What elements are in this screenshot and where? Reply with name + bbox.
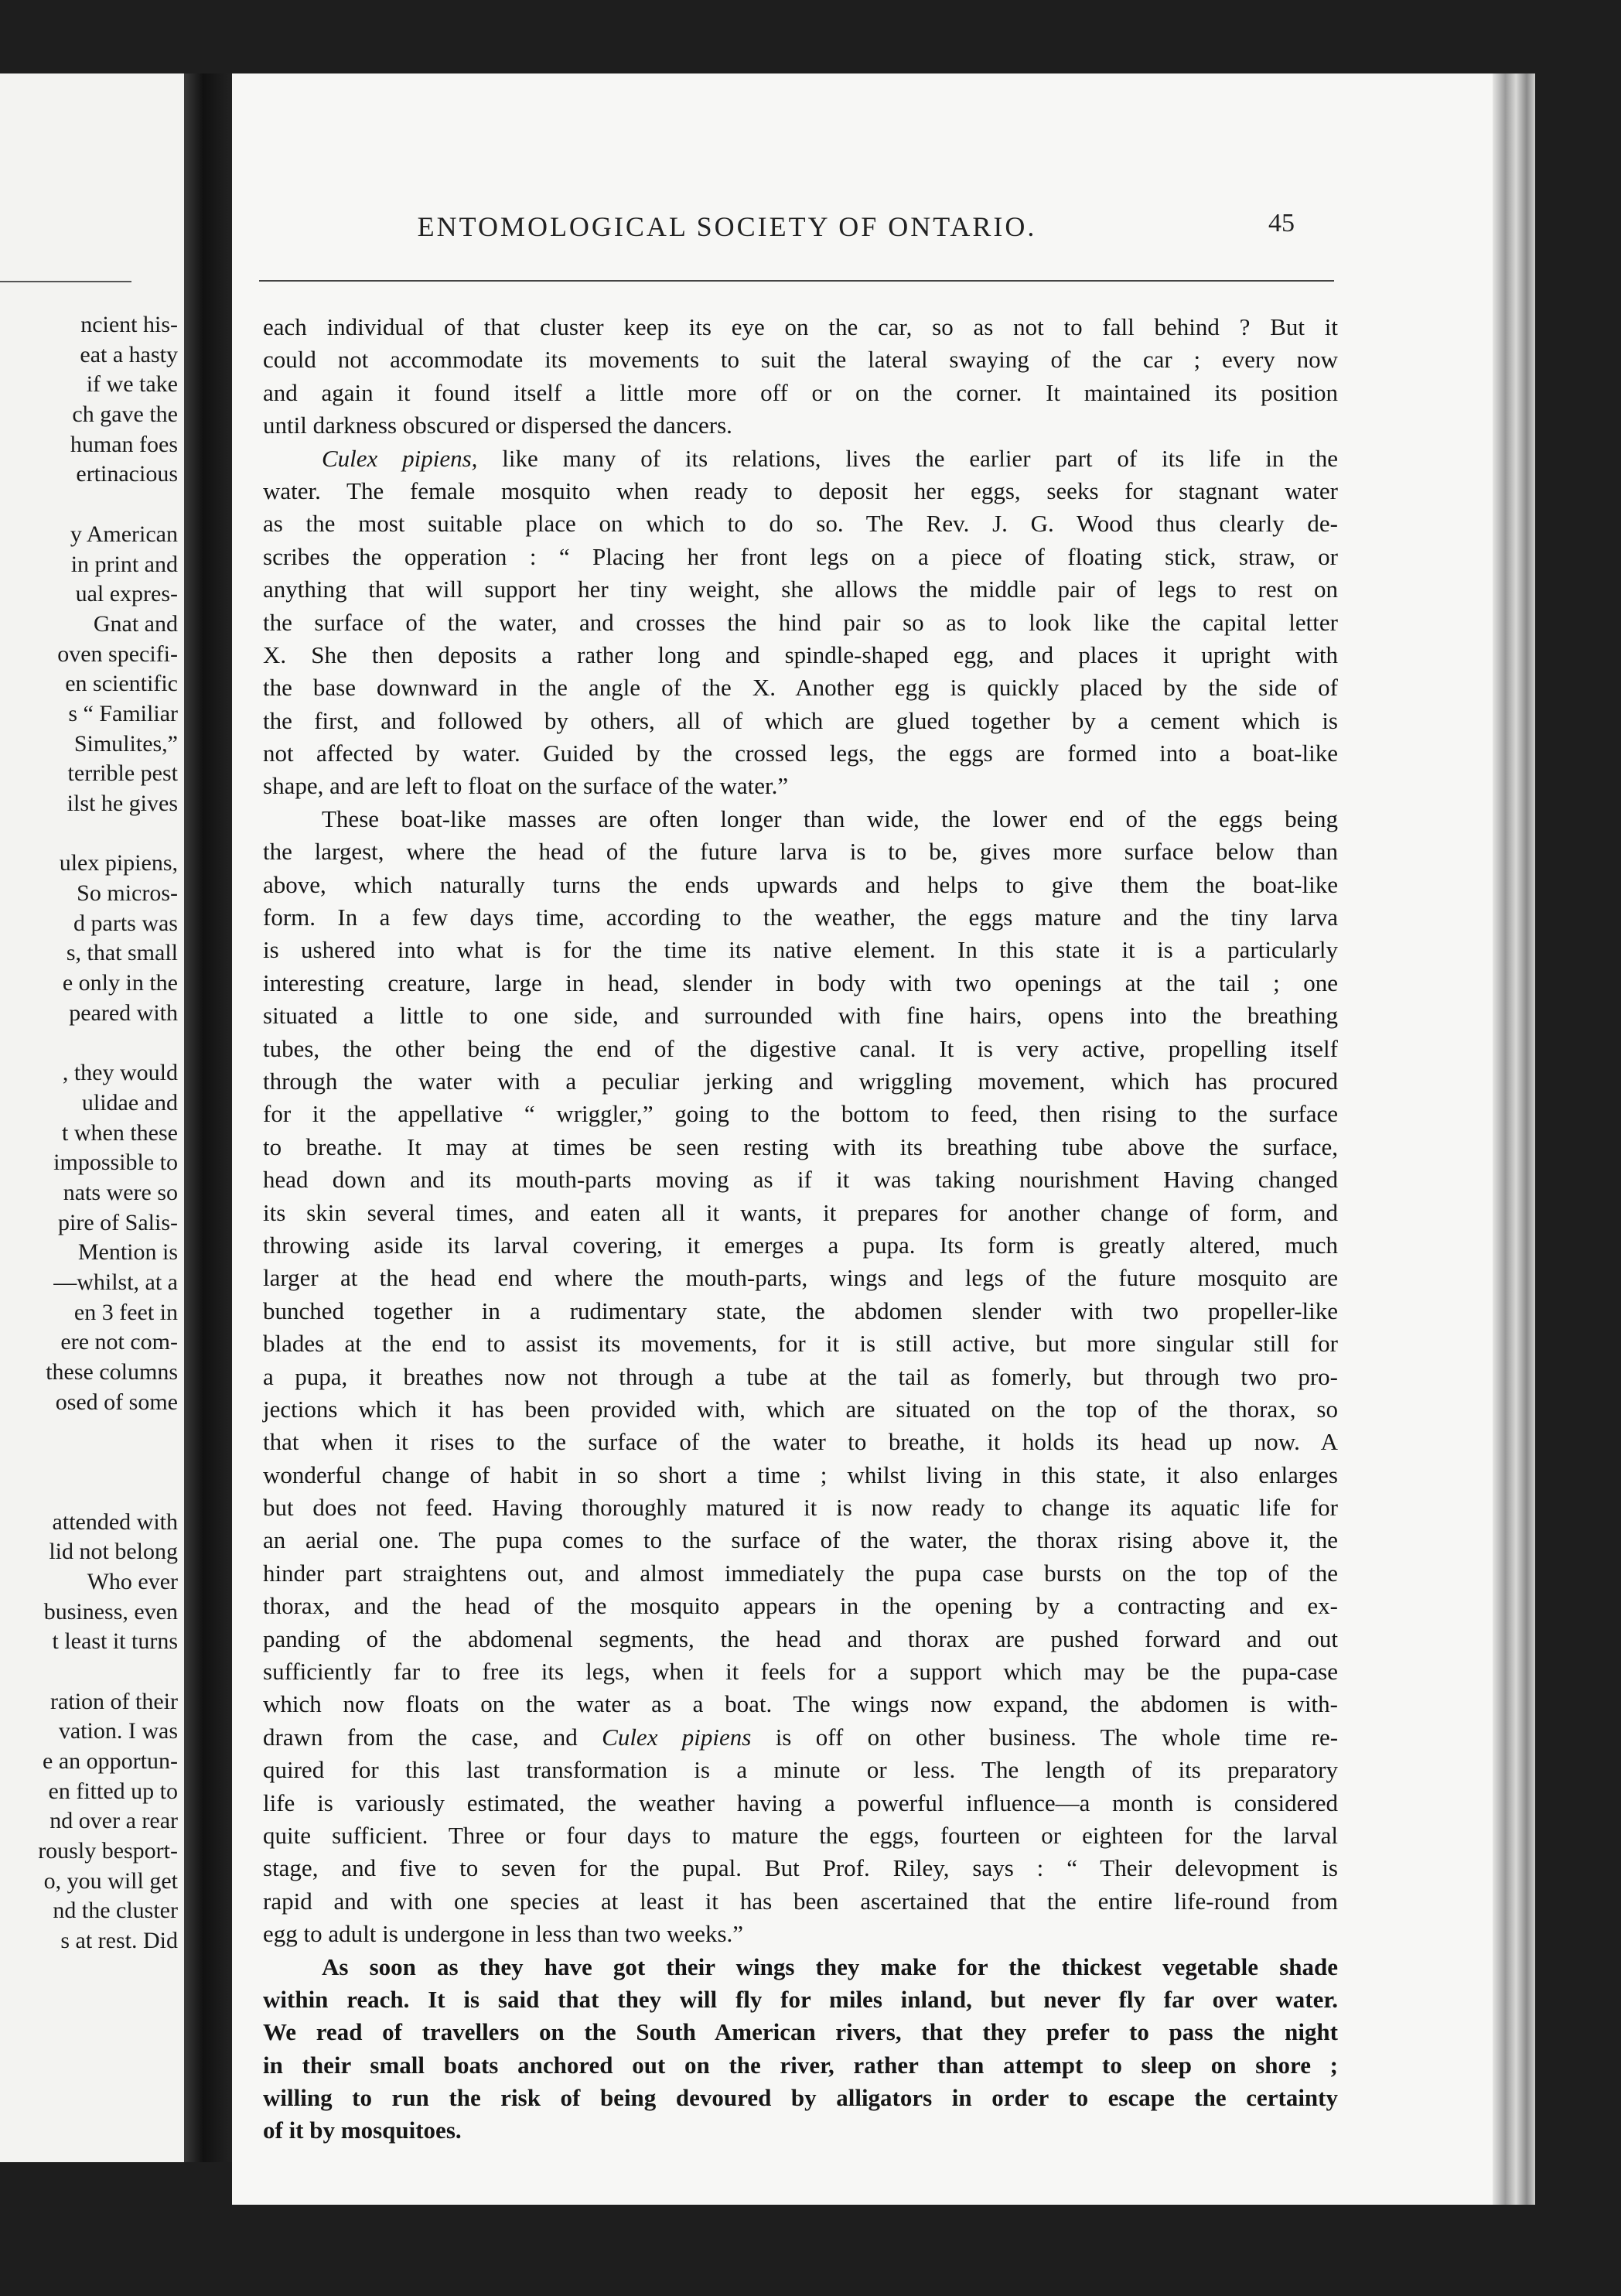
- text-line: the surface of the water, and crosses the hind pair so as to look like the capital letter: [263, 608, 1338, 636]
- text-line: could not accommodate its movements to suit the lateral swaying of the car ; every now: [263, 346, 1338, 374]
- text-line: We read of travellers on the South American rivers, that they prefer to pass the night: [263, 2018, 1338, 2046]
- left-page-line: eat a hasty: [80, 341, 178, 367]
- left-page-line: nd the cluster: [53, 1898, 178, 1924]
- left-page-line: Gnat and: [93, 610, 178, 637]
- left-page-line: vation. I was: [58, 1718, 178, 1744]
- text-line: for it the appellative “ wriggler,” going to the bottom to feed, then rising to the surface: [263, 1100, 1338, 1128]
- left-page-line: [0, 1447, 178, 1478]
- left-page-line: ulex pipiens,: [59, 850, 178, 876]
- left-page-line: en scientific: [65, 671, 178, 697]
- left-page-line: ual expres-: [75, 581, 178, 607]
- text-line: throwing aside its larval covering, it emerges a pupa. Its form is greatly altered, much: [263, 1231, 1338, 1259]
- text-line: as the most suitable place on which to do so. The Rev. J. G. Wood thus clearly de-: [263, 510, 1338, 538]
- text-line: quite sufficient. Three or four days to mature the eggs, fourteen or eighteen for the larval: [263, 1821, 1338, 1849]
- text-line: which now floats on the water as a boat. The wings now expand, the abdomen is with-: [263, 1690, 1338, 1718]
- left-page-line: nats were so: [63, 1179, 178, 1205]
- text-line: not affected by water. Guided by the crossed legs, the eggs are formed into a boat-like: [263, 740, 1338, 767]
- left-page-line: e an opportun-: [43, 1748, 178, 1774]
- text-line: head down and its mouth-parts moving as if it was taking nourishment Having changed: [263, 1166, 1338, 1194]
- text-line: to breathe. It may at times be seen resting with its breathing tube above the surface,: [263, 1133, 1338, 1160]
- left-page-line: ilst he gives: [67, 791, 178, 816]
- species-name: Culex pipiens: [602, 1723, 752, 1751]
- text-line: that when it rises to the surface of the water to breathe, it holds its head up now. A: [263, 1428, 1338, 1456]
- text-line: the largest, where the head of the future larva is to be, gives more surface below than: [263, 838, 1338, 866]
- left-page-header-rule: [0, 281, 131, 282]
- text-line: situated a little to one side, and surrounded with fine hairs, opens into the breathing: [263, 1002, 1338, 1030]
- left-page-line: pire of Salis-: [58, 1209, 178, 1235]
- text-line: an aerial one. The pupa comes to the surface of the water, the thorax rising above it, the: [263, 1526, 1338, 1554]
- left-page-line: lid not belong: [49, 1539, 178, 1565]
- species-name: Culex pipiens,: [322, 444, 478, 472]
- text-line: panding of the abdomenal segments, the head and thorax are pushed forward and out: [263, 1625, 1338, 1652]
- left-page-line: [0, 819, 178, 849]
- left-page-line: ration of their: [50, 1688, 178, 1714]
- left-page-line: So micros-: [77, 880, 178, 907]
- text-line: interesting creature, large in head, slender in body with two openings at the tail ; one: [263, 969, 1338, 996]
- text-line: a pupa, it breathes now not through a tube at the tail as fomerly, but through two pro-: [263, 1362, 1338, 1390]
- left-page-line: in print and: [70, 551, 178, 577]
- text-line: is ushered into what is for the time its native element. In this state it is a particularly: [263, 936, 1338, 964]
- text-line: each individual of that cluster keep its eye on the car, so as not to fall behind ? But it: [263, 313, 1338, 340]
- text-line: larger at the head end where the mouth-parts, wings and legs of the future mosquito are: [263, 1264, 1338, 1292]
- left-page-line: ertinacious: [76, 461, 178, 487]
- text-line: willing to run the risk of being devoured by alligators in order to escape the certainty: [263, 2084, 1338, 2112]
- text-line: egg to adult is undergone in less than two weeks.”: [263, 1920, 744, 1948]
- text-line: sufficiently far to free its legs, when it feels for a support which may be the pupa-case: [263, 1658, 1338, 1686]
- text-line: tubes, the other being the end of the digestive canal. It is very active, propelling itself: [263, 1034, 1338, 1062]
- left-page-line: [0, 1029, 178, 1059]
- left-page-line: ncient his-: [80, 312, 178, 337]
- left-page-line: s “ Familiar: [68, 700, 178, 726]
- left-page-line: ulidae and: [81, 1089, 178, 1116]
- left-page-line: , they would: [62, 1060, 178, 1086]
- text-line: blades at the end to assist its movements, for it is still active, but more singular still for: [263, 1330, 1338, 1358]
- left-page-line: impossible to: [53, 1150, 178, 1176]
- text-line: within reach. It is said that they will fly for miles inland, but never fly far over water.: [263, 1985, 1338, 2013]
- text-line: bunched together in a rudimentary state, the abdomen slender with two propeller-like: [263, 1297, 1338, 1324]
- left-page-line: o, you will get: [43, 1867, 178, 1894]
- left-page-line: s at rest. Did: [60, 1928, 178, 1954]
- left-page-line: t least it turns: [52, 1628, 178, 1655]
- left-page-line: [0, 1417, 178, 1447]
- text-line: until darkness obscured or dispersed the dancers.: [263, 412, 732, 439]
- left-page-line: en 3 feet in: [73, 1299, 178, 1325]
- left-page-line: oven specifi-: [57, 641, 178, 667]
- text-line: and again it found itself a little more off or on the corner. It maintained its position: [263, 378, 1338, 406]
- text-line: As soon as they have got their wings they make for the thickest vegetable shade: [322, 1953, 1338, 1980]
- left-page-line: t when these: [62, 1119, 178, 1146]
- left-page-line: terrible pest: [67, 760, 178, 787]
- left-page-line: [0, 1478, 178, 1508]
- left-page-line: ere not com-: [60, 1329, 178, 1355]
- left-page-line: en fitted up to: [48, 1778, 178, 1804]
- text-line: form. In a few days time, according to the weather, the eggs mature and the tiny larva: [263, 904, 1338, 931]
- page-number: 45: [1268, 209, 1295, 237]
- left-page-line: ch gave the: [72, 401, 178, 428]
- text-line: thorax, and the head of the mosquito appears in the opening by a contracting and ex-: [263, 1592, 1338, 1620]
- left-facing-page: [0, 73, 184, 2162]
- running-header-title: ENTOMOLOGICAL SOCIETY OF ONTARIO.: [417, 211, 1037, 242]
- left-page-line: peared with: [69, 999, 178, 1026]
- text-line: stage, and five to seven for the pupal. But Prof. Riley, says : “ Their delevopment is: [263, 1854, 1338, 1882]
- left-page-line: these columns: [46, 1359, 178, 1385]
- text-line: These boat-like masses are often longer than wide, the lower end of the eggs being: [322, 805, 1338, 832]
- header-rule: [259, 280, 1334, 282]
- left-page-line: nd over a rear: [49, 1808, 178, 1834]
- left-page-line: Who ever: [87, 1568, 178, 1594]
- text-line: X. She then deposits a rather long and spindle-shaped egg, and places it upright with: [263, 641, 1338, 668]
- text-line: anything that will support her tiny weight, she allows the middle pair of legs to rest on: [263, 576, 1338, 603]
- text-line: life is variously estimated, the weather having a powerful influence—a month is considered: [263, 1789, 1338, 1816]
- text-line: jections which it has been provided with, which are situated on the top of the thorax, so: [263, 1395, 1338, 1423]
- text-line: water. The female mosquito when ready to deposit her eggs, seeks for stagnant water: [263, 477, 1338, 504]
- left-page-line: osed of some: [55, 1389, 178, 1415]
- text-line: drawn from the case, and Culex pipiens is off on other business. The whole time re-: [263, 1723, 1339, 1751]
- text-line: the base downward in the angle of the X. Another egg is quickly placed by the side of: [263, 674, 1338, 702]
- text-line: through the water with a peculiar jerking and wriggling movement, which has procured: [263, 1067, 1338, 1095]
- page-edge-stack: [1493, 73, 1535, 2205]
- text-line: hinder part straightens out, and almost immediately the pupa case bursts on the top of the: [263, 1559, 1338, 1587]
- left-page-line: e only in the: [62, 970, 178, 996]
- left-page-line: human foes: [70, 431, 178, 457]
- text-line: scribes the opperation : “ Placing her front legs on a piece of floating stick, straw, or: [263, 542, 1338, 570]
- left-page-text: [0, 310, 178, 1956]
- text-line: its skin several times, and eaten all it wants, it prepares for another change of form, and: [263, 1198, 1338, 1226]
- text-line: the first, and followed by others, all of which are glued together by a cement which is: [263, 706, 1338, 734]
- left-page-line: y American: [70, 521, 178, 547]
- text-line: shape, and are left to float on the surface of the water.”: [263, 772, 789, 800]
- left-page-line: Mention is: [77, 1239, 178, 1266]
- text-line: of it by mosquitoes.: [263, 2117, 462, 2144]
- left-page-line: if we take: [86, 371, 178, 398]
- left-page-line: s, that small: [66, 940, 178, 966]
- text-line: in their small boats anchored out on the river, rather than attempt to sleep on shore ;: [263, 2051, 1338, 2079]
- text-line: wonderful change of habit in so short a time ; whilst living in this state, it also enlarges: [263, 1461, 1338, 1488]
- left-page-line: rously besport-: [38, 1838, 178, 1864]
- text-line: Culex pipiens, like many of its relations, lives the earlier part of its life in the: [322, 444, 1339, 472]
- text-line: but does not feed. Having thoroughly matured it is now ready to change its aquatic life for: [263, 1494, 1338, 1522]
- left-page-line: [0, 490, 178, 520]
- text-line: above, which naturally turns the ends upwards and helps to give them the boat-like: [263, 870, 1338, 898]
- book-gutter: [184, 73, 232, 2162]
- left-page-line: business, even: [43, 1598, 178, 1625]
- left-page-line: attended with: [52, 1508, 178, 1535]
- body-text: [263, 311, 1338, 2147]
- left-page-line: Simulites,”: [73, 730, 178, 757]
- text-line: rapid and with one species at least it has been ascertained that the entire life-round from: [263, 1887, 1338, 1915]
- left-page-line: [0, 1657, 178, 1687]
- left-page-line: —whilst, at a: [53, 1269, 178, 1295]
- left-page-line: d parts was: [73, 910, 178, 936]
- text-line: quired for this last transformation is a minute or less. The length of its preparatory: [263, 1756, 1338, 1784]
